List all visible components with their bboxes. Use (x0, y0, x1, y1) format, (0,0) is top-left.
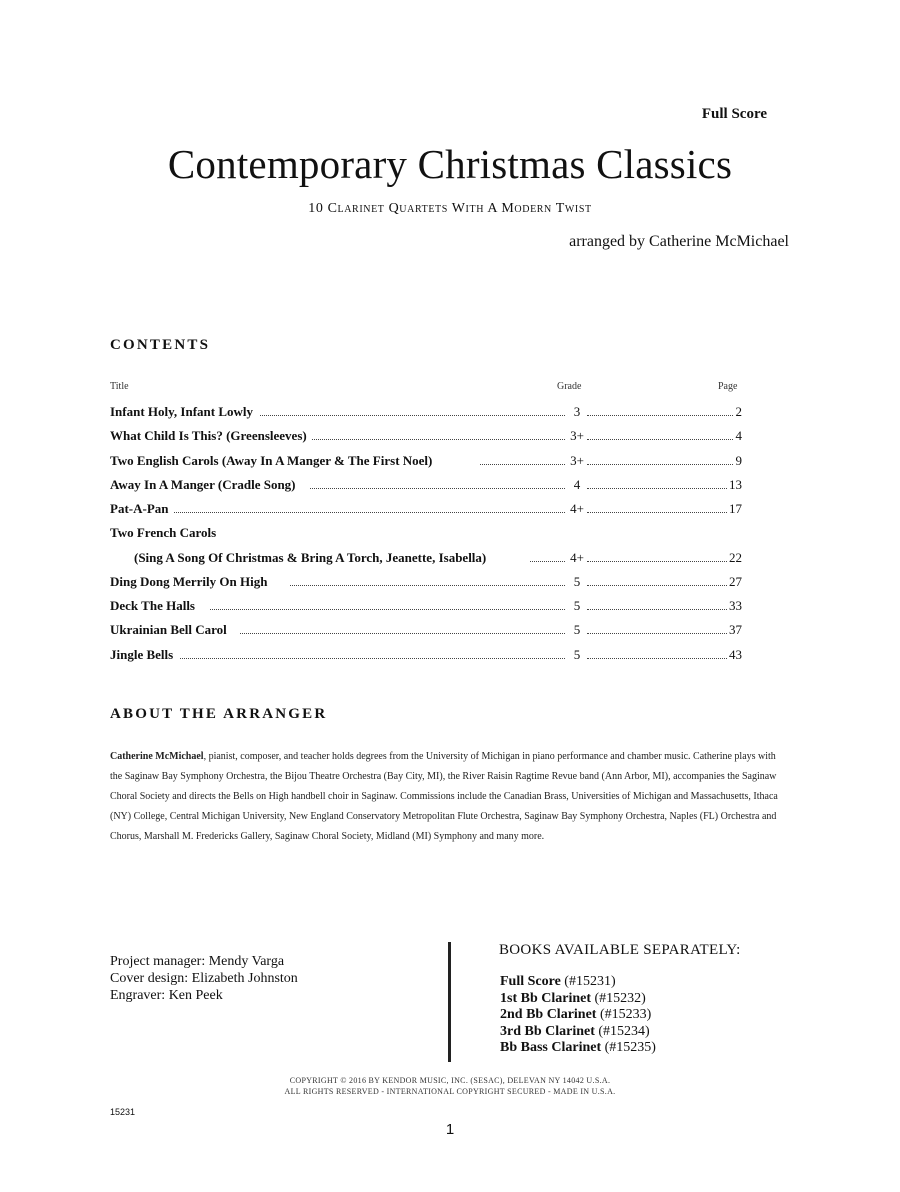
book-code: (#15235) (604, 1040, 656, 1055)
copyright-line-1: COPYRIGHT © 2016 BY KENDOR MUSIC, INC. (SESAC), DELEVAN NY 14042 U.S.A. (289, 1076, 611, 1085)
contents-row (110, 647, 742, 667)
song-grade: 5 (573, 622, 581, 637)
arranger-bio (110, 747, 790, 847)
contents-column-title: Title (110, 381, 129, 392)
score-type-label: Full Score (701, 106, 767, 122)
book-name: 3rd Bb Clarinet (500, 1023, 595, 1039)
song-page: 33 (729, 598, 742, 613)
song-title: Jingle Bells (110, 647, 177, 663)
song-title: Pat-A-Pan (110, 501, 173, 517)
song-page: 17 (729, 501, 742, 516)
song-grade: 4+ (570, 501, 584, 516)
contents-row (110, 525, 742, 545)
song-title: Ding Dong Merrily On High (110, 574, 271, 590)
song-title: Two English Carols (Away In A Manger & The First Noel) (110, 453, 436, 469)
cover-design-credit: Cover design: Elizabeth Johnston (110, 971, 298, 986)
contents-row (110, 477, 742, 497)
contents-row (110, 501, 742, 521)
song-page: 13 (729, 477, 742, 492)
book-item (500, 1024, 656, 1041)
song-title: What Child Is This? (Greensleeves) (110, 428, 311, 444)
book-item (500, 974, 656, 991)
song-title: (Sing A Song Of Christmas & Bring A Torch, Jeanette, Isabella) (134, 550, 490, 566)
song-title: Deck The Halls (110, 598, 199, 614)
contents-row (110, 598, 742, 618)
production-credits (110, 953, 298, 1004)
contents-row (110, 453, 742, 473)
contents-row (110, 622, 742, 642)
contents-column-grade: Grade (557, 381, 582, 392)
arranger-credit: arranged by Catherine McMichael (569, 233, 789, 250)
book-code: (#15233) (599, 1007, 652, 1022)
project-manager-credit: Project manager: Mendy Varga (110, 954, 285, 969)
song-title: Infant Holy, Infant Lowly (110, 404, 257, 420)
contents-row (110, 550, 742, 570)
song-title: Ukrainian Bell Carol (110, 622, 231, 638)
song-title: Two French Carols (110, 525, 220, 541)
book-name: 1st Bb Clarinet (500, 990, 591, 1006)
engraver-credit: Engraver: Ken Peek (110, 988, 223, 1003)
song-page: 9 (735, 453, 742, 468)
song-page: 22 (729, 550, 742, 565)
song-page: 2 (735, 404, 742, 419)
page-title: Contemporary Christmas Classics (167, 141, 733, 187)
page-number: 1 (445, 1121, 455, 1138)
page-subtitle: 10 Clarinet Quartets With A Modern Twist (308, 201, 592, 216)
contents-row (110, 404, 742, 424)
book-name: Bb Bass Clarinet (500, 1040, 602, 1055)
song-grade: 3 (573, 404, 581, 419)
contents-row (110, 574, 742, 594)
song-title: Away In A Manger (Cradle Song) (110, 477, 300, 493)
song-page: 4 (735, 428, 742, 443)
song-grade: 5 (573, 598, 581, 613)
song-page: 27 (729, 574, 742, 589)
contents-heading: CONTENTS (110, 337, 211, 353)
book-item (500, 991, 656, 1008)
contents-column-page: Page (718, 381, 738, 392)
song-grade: 3+ (570, 453, 584, 468)
song-grade: 3+ (570, 428, 584, 443)
book-code: (#15234) (598, 1023, 650, 1039)
vertical-divider (448, 942, 451, 1062)
copyright-notice (0, 1075, 900, 1097)
copyright-line-2: ALL RIGHTS RESERVED - INTERNATIONAL COPYRIGHT SECURED - MADE IN U.S.A. (284, 1087, 616, 1096)
book-name: Full Score (500, 974, 561, 989)
song-page: 43 (729, 647, 742, 662)
contents-row (110, 428, 742, 448)
about-heading: ABOUT THE ARRANGER (110, 706, 328, 722)
song-grade: 4 (573, 477, 581, 492)
song-grade: 5 (573, 647, 581, 662)
book-code: (#15231) (564, 974, 616, 989)
book-code: (#15232) (594, 990, 646, 1006)
book-name: 2nd Bb Clarinet (500, 1007, 597, 1022)
book-item (500, 1007, 656, 1024)
arranger-bio-text: , pianist, composer, and teacher holds degrees from the University of Michigan in piano performance and chamber music. Catherine plays with the Saginaw Bay Symphony Orchestra, the Bijou Theatre Orchestra (Bay City, MI), the River Raisin Ragtime Revue band (Ann Arbor, MI), accompanies the Saginaw Choral Society and directs the Bells on High handbell choir in Saginaw. Commissions include the Canadian Brass, Universities of Michigan and Massachusetts, Ithaca (NY) College, Central Michigan University, New England Conservatory Metropolitan Flute Orchestra, Saginaw Bay Symphony Orchestra, Naples (FL) Orchestra and Chorus, Marshall M. Fredericks Gallery, Saginaw Choral Society, Midland (MI) Symphony and many more. (110, 751, 778, 842)
arranger-name: Catherine McMichael (110, 751, 204, 762)
song-grade: 5 (573, 574, 581, 589)
song-grade: 4+ (570, 550, 584, 565)
books-heading: BOOKS AVAILABLE SEPARATELY: (499, 942, 741, 958)
song-page: 37 (729, 622, 742, 637)
book-item (500, 1040, 656, 1057)
books-list (500, 974, 656, 1057)
catalog-number: 15231 (110, 1107, 136, 1117)
